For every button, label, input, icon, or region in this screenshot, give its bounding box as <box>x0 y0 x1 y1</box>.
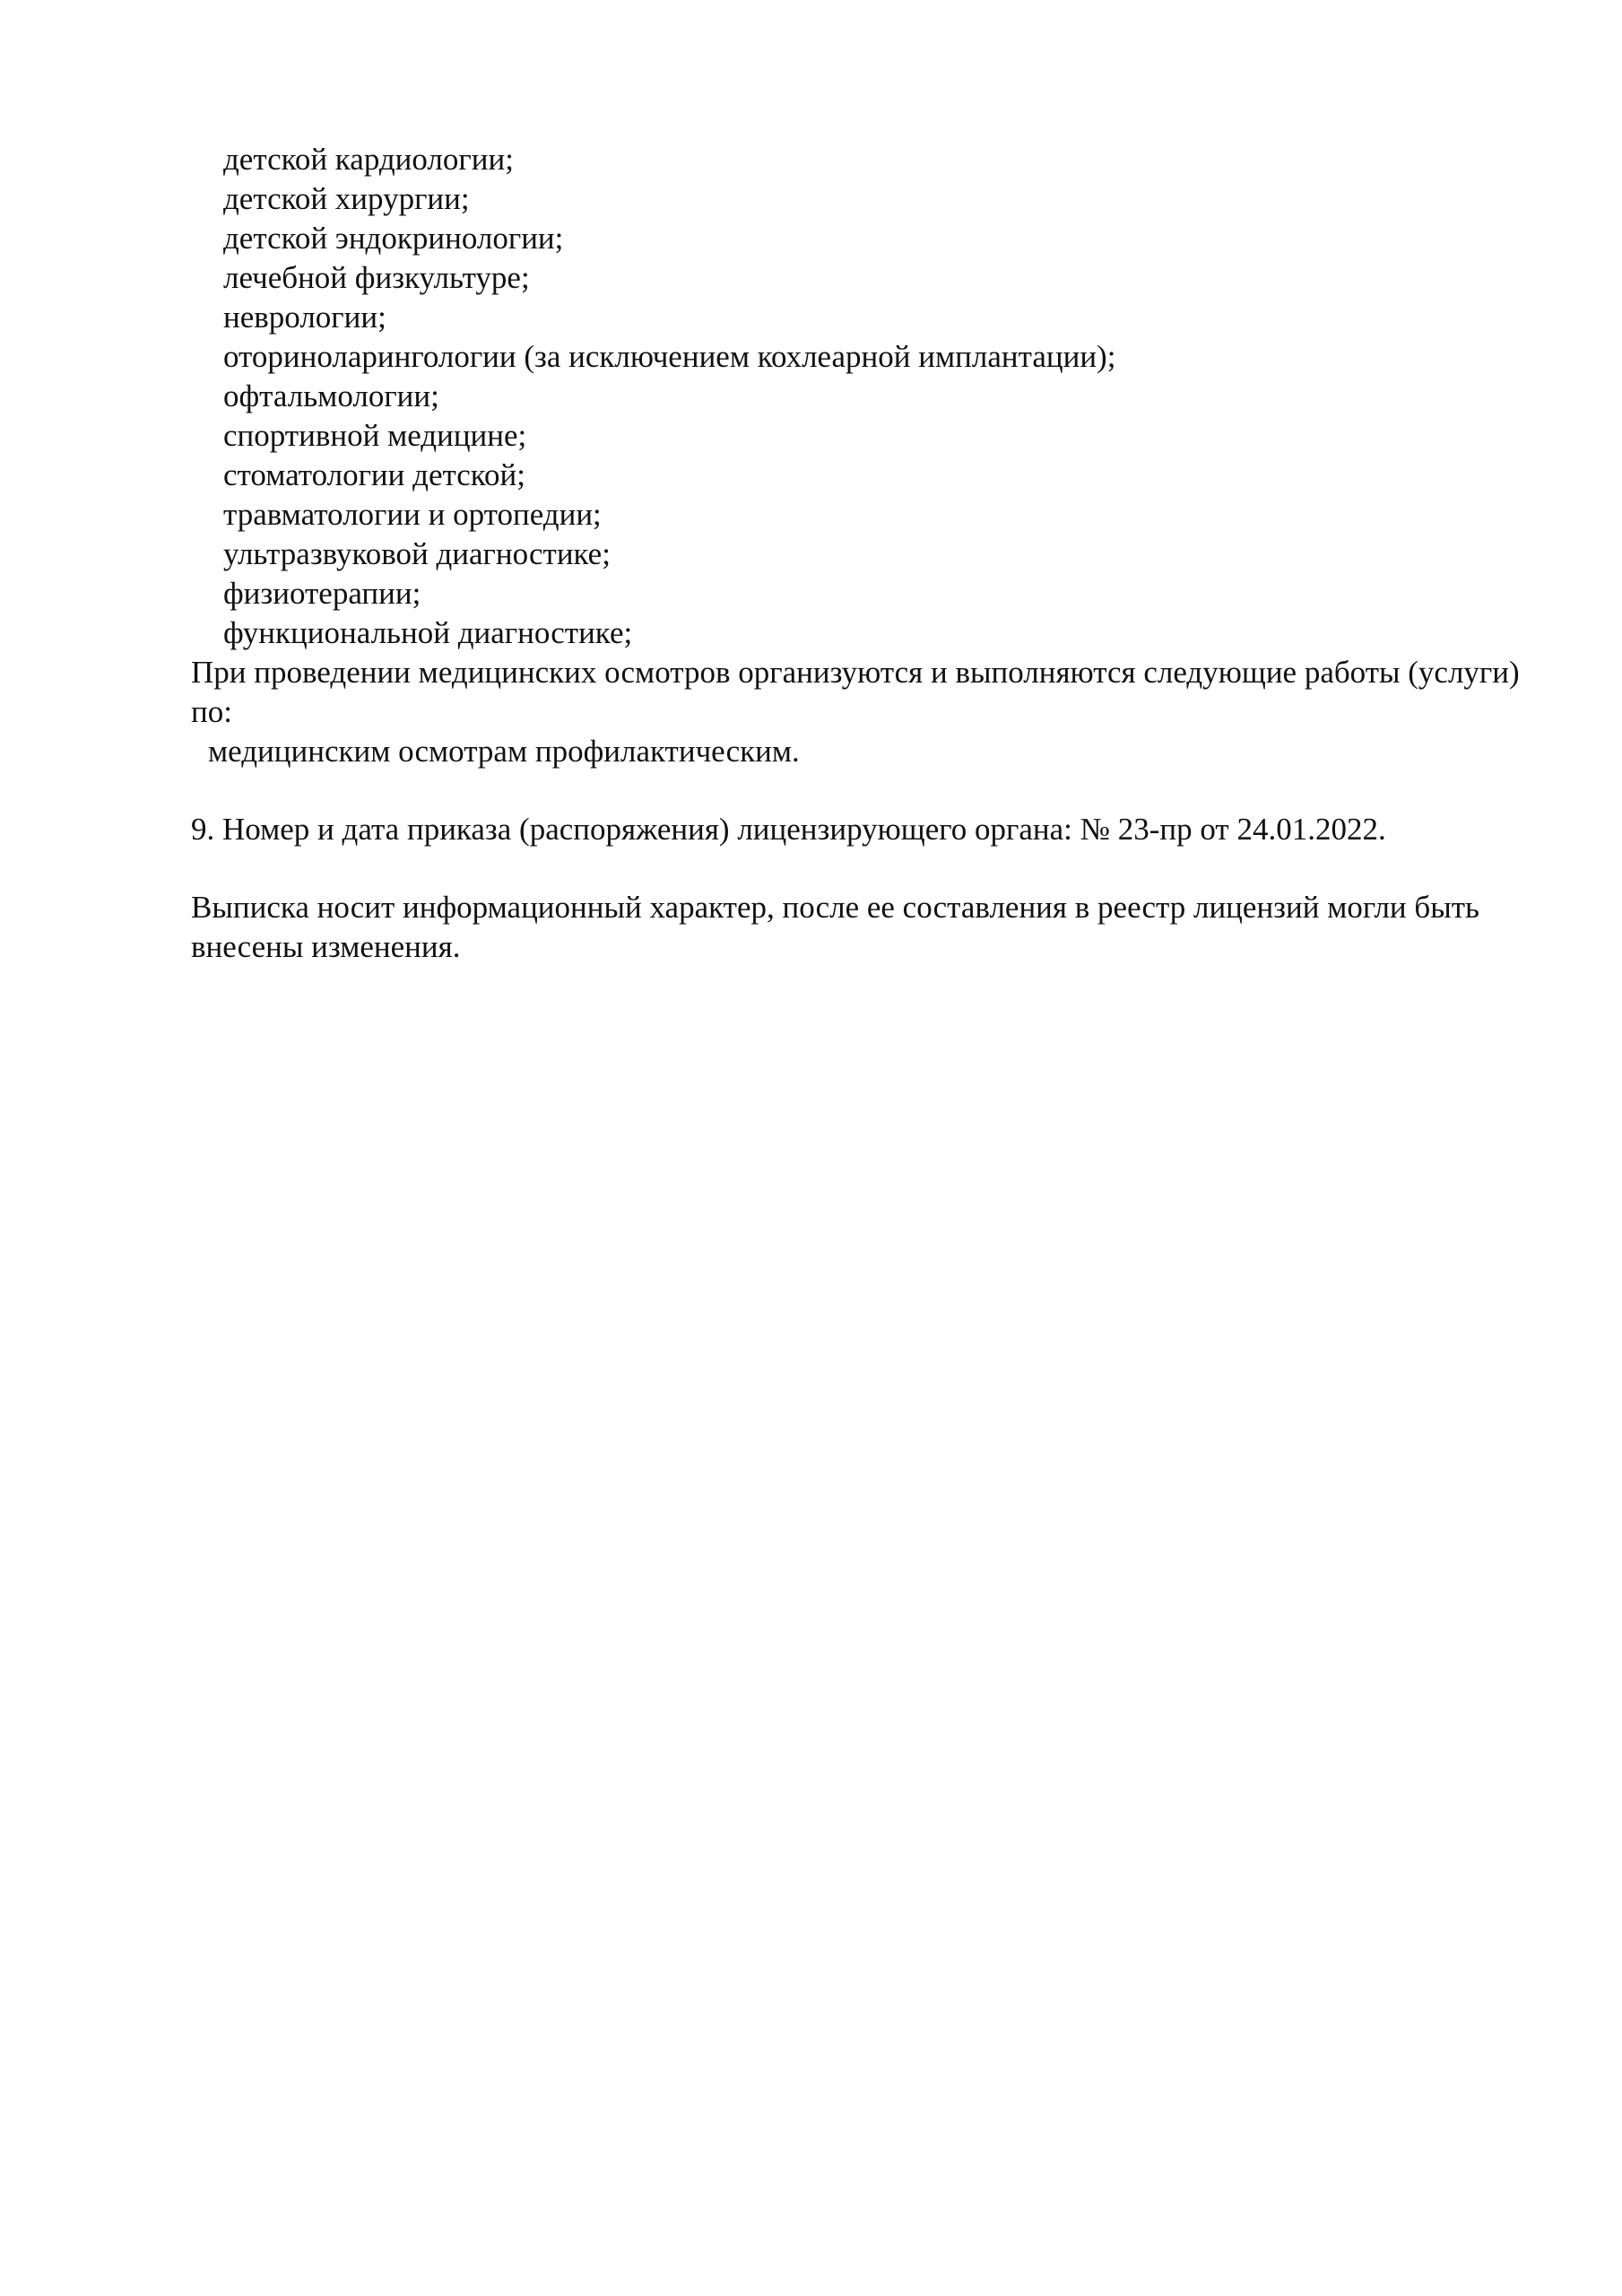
list-item: травматологии и ортопедии; <box>223 497 602 532</box>
list-item: физиотерапии; <box>223 576 421 611</box>
list-item: функциональной диагностике; <box>223 615 633 650</box>
list-item: офтальмологии; <box>223 378 439 413</box>
list-item: детской хирургии; <box>223 181 470 216</box>
list-item: ультразвуковой диагностике; <box>223 536 611 571</box>
list-item: оториноларингологии (за исключением кохлеарной имплантации); <box>223 339 1116 374</box>
service-item: медицинским осмотрам профилактическим. <box>208 734 800 769</box>
list-item: детской кардиологии; <box>223 142 514 177</box>
specialty-list <box>223 140 1115 653</box>
order-info-paragraph: 9. Номер и дата приказа (распоряжения) лицензирующего органа: № 23-пр от 24.01.2022. <box>191 812 1386 847</box>
list-item: лечебной физкультуре; <box>223 260 530 295</box>
services-intro-paragraph: При проведении медицинских осмотров организуются и выполняются следующие работы (услуги) по: <box>191 655 1520 729</box>
list-item: стоматологии детской; <box>223 457 525 492</box>
list-item: спортивной медицине; <box>223 418 527 453</box>
list-item: неврологии; <box>223 300 386 335</box>
list-item: детской эндокринологии; <box>223 221 564 256</box>
disclaimer-paragraph: Выписка носит информационный характер, после ее составления в реестр лицензий могли быть внесены изменения. <box>191 890 1479 964</box>
